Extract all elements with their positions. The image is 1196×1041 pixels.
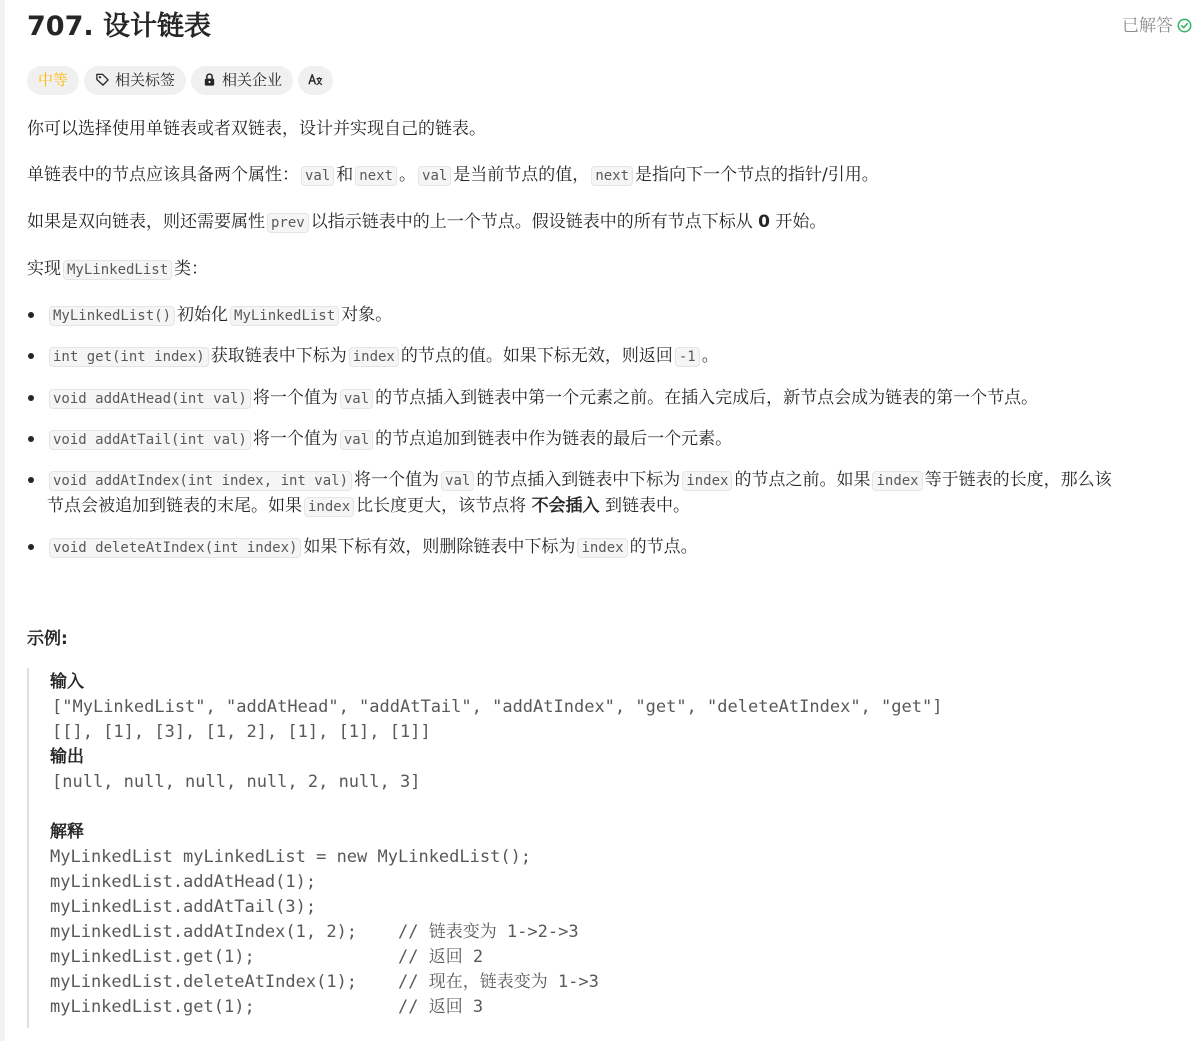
text: 如果是双向链表，则还需要属性	[27, 212, 265, 232]
bullet	[28, 395, 34, 401]
inline-code: MyLinkedList	[63, 260, 172, 280]
inline-code: index	[304, 497, 354, 517]
text: 将一个值为	[354, 470, 440, 490]
description-paragraph-1: 你可以选择使用单链表或者双链表，设计并实现自己的链表。	[27, 119, 486, 139]
bullet	[28, 544, 34, 550]
description-paragraph-2	[27, 162, 879, 189]
problem-title[interactable]: 707. 设计链表	[27, 11, 212, 42]
text: 。	[701, 346, 719, 366]
text: 以指示链表中的上一个节点。假设链表中的所有节点下标从	[310, 212, 753, 232]
tag-bar	[27, 66, 338, 95]
input-line: [[], [1], [3], [1, 2], [1], [1], [1]]	[52, 722, 431, 742]
bold-text: 不会插入	[531, 496, 600, 516]
text: 到链表中。	[604, 496, 690, 516]
inline-code: void deleteAtIndex(int index)	[49, 538, 301, 558]
code-line: myLinkedList.addAtTail(3);	[50, 897, 317, 917]
text: 实现	[27, 259, 61, 279]
code-line: myLinkedList.addAtHead(1);	[50, 872, 317, 892]
input-line: ["MyLinkedList", "addAtHead", "addAtTail", "addAtIndex", "get", "deleteAtIndex", "get"]	[52, 697, 943, 717]
code-line: myLinkedList.addAtIndex(1, 2); // 链表变为 1->2->3	[50, 922, 579, 942]
example-heading: 示例:	[27, 629, 68, 649]
related-tags-label: 相关标签	[115, 71, 176, 89]
related-companies-label: 相关企业	[222, 71, 283, 89]
bullet	[28, 353, 34, 359]
translate-button[interactable]	[298, 66, 333, 95]
text: 单链表中的节点应该具备两个属性：	[27, 165, 299, 185]
code-line: myLinkedList.deleteAtIndex(1); // 现在，链表变为 1->3	[50, 972, 599, 992]
inline-code: index	[872, 471, 922, 491]
difficulty-badge[interactable]: 中等	[27, 66, 79, 95]
bullet	[28, 312, 34, 318]
solved-status[interactable]	[1122, 14, 1192, 38]
solved-label: 已解答	[1122, 16, 1173, 36]
text: 的节点。	[629, 537, 698, 557]
tag-icon	[95, 72, 110, 87]
text: 如果下标有效，则删除链表中下标为	[303, 537, 576, 557]
text: 的节点插入到链表中下标为	[476, 470, 681, 490]
bold-text: 0	[758, 212, 770, 232]
text: 的节点插入到链表中第一个元素之前。在插入完成后，新节点会成为链表的第一个节点。	[375, 388, 1039, 408]
text: 获取链表中下标为	[210, 346, 347, 366]
inline-code: index	[682, 471, 732, 491]
code-line: myLinkedList.get(1); // 返回 2	[50, 947, 484, 967]
text: 的节点的值。如果下标无效，则返回	[400, 346, 673, 366]
text: 的节点之前。如果	[734, 470, 871, 490]
text: 和	[336, 165, 354, 185]
explain-label: 解释	[50, 822, 84, 842]
text: 将一个值为	[252, 429, 338, 449]
text: 开始。	[775, 212, 827, 232]
inline-code: val	[418, 166, 451, 186]
code-line: myLinkedList.get(1); // 返回 3	[50, 997, 484, 1017]
description-paragraph-3	[27, 209, 826, 236]
output-line: [null, null, null, null, 2, null, 3]	[52, 772, 421, 792]
code-line: MyLinkedList myLinkedList = new MyLinkedList();	[50, 847, 532, 867]
text: 将一个值为	[252, 388, 338, 408]
inline-code: index	[349, 347, 399, 367]
text: 是指向下一个节点的指针/引用。	[635, 165, 879, 185]
text: 节点会被追加到链表的末尾。如果	[47, 496, 302, 516]
title-row	[27, 8, 1187, 48]
inline-code: void addAtTail(int val)	[49, 430, 251, 450]
example-block	[27, 668, 1179, 1028]
text: 类：	[174, 259, 209, 279]
inline-code: index	[577, 538, 627, 558]
output-label: 输出	[50, 747, 84, 767]
text: 初始化	[177, 305, 229, 325]
text: 等于链表的长度，那么该	[924, 470, 1112, 490]
inline-code: MyLinkedList	[230, 306, 339, 326]
inline-code: val	[340, 389, 373, 409]
lock-icon	[202, 72, 217, 87]
bullet	[28, 477, 34, 483]
input-label: 输入	[50, 672, 84, 692]
text: 比长度更大，该节点将	[356, 496, 527, 516]
inline-code: val	[441, 471, 474, 491]
inline-code: int get(int index)	[49, 347, 209, 367]
check-circle-icon	[1177, 18, 1192, 33]
inline-code: next	[355, 166, 397, 186]
inline-code: void addAtHead(int val)	[49, 389, 251, 409]
text: 的节点追加到链表中作为链表的最后一个元素。	[375, 429, 733, 449]
inline-code: val	[301, 166, 334, 186]
left-edge-strip	[0, 0, 5, 1041]
text: 是当前节点的值，	[453, 165, 590, 185]
text: 。	[399, 165, 417, 185]
inline-code: val	[340, 430, 373, 450]
inline-code: void addAtIndex(int index, int val)	[49, 471, 352, 491]
inline-code: -1	[675, 347, 700, 367]
bullet	[28, 436, 34, 442]
inline-code: prev	[267, 213, 309, 233]
text: 对象。	[341, 305, 393, 325]
inline-code: MyLinkedList()	[49, 306, 175, 326]
related-companies-button[interactable]	[191, 66, 293, 95]
translate-icon	[307, 71, 324, 88]
inline-code: next	[591, 166, 633, 186]
description-paragraph-4	[27, 256, 208, 283]
related-tags-button[interactable]	[84, 66, 186, 95]
